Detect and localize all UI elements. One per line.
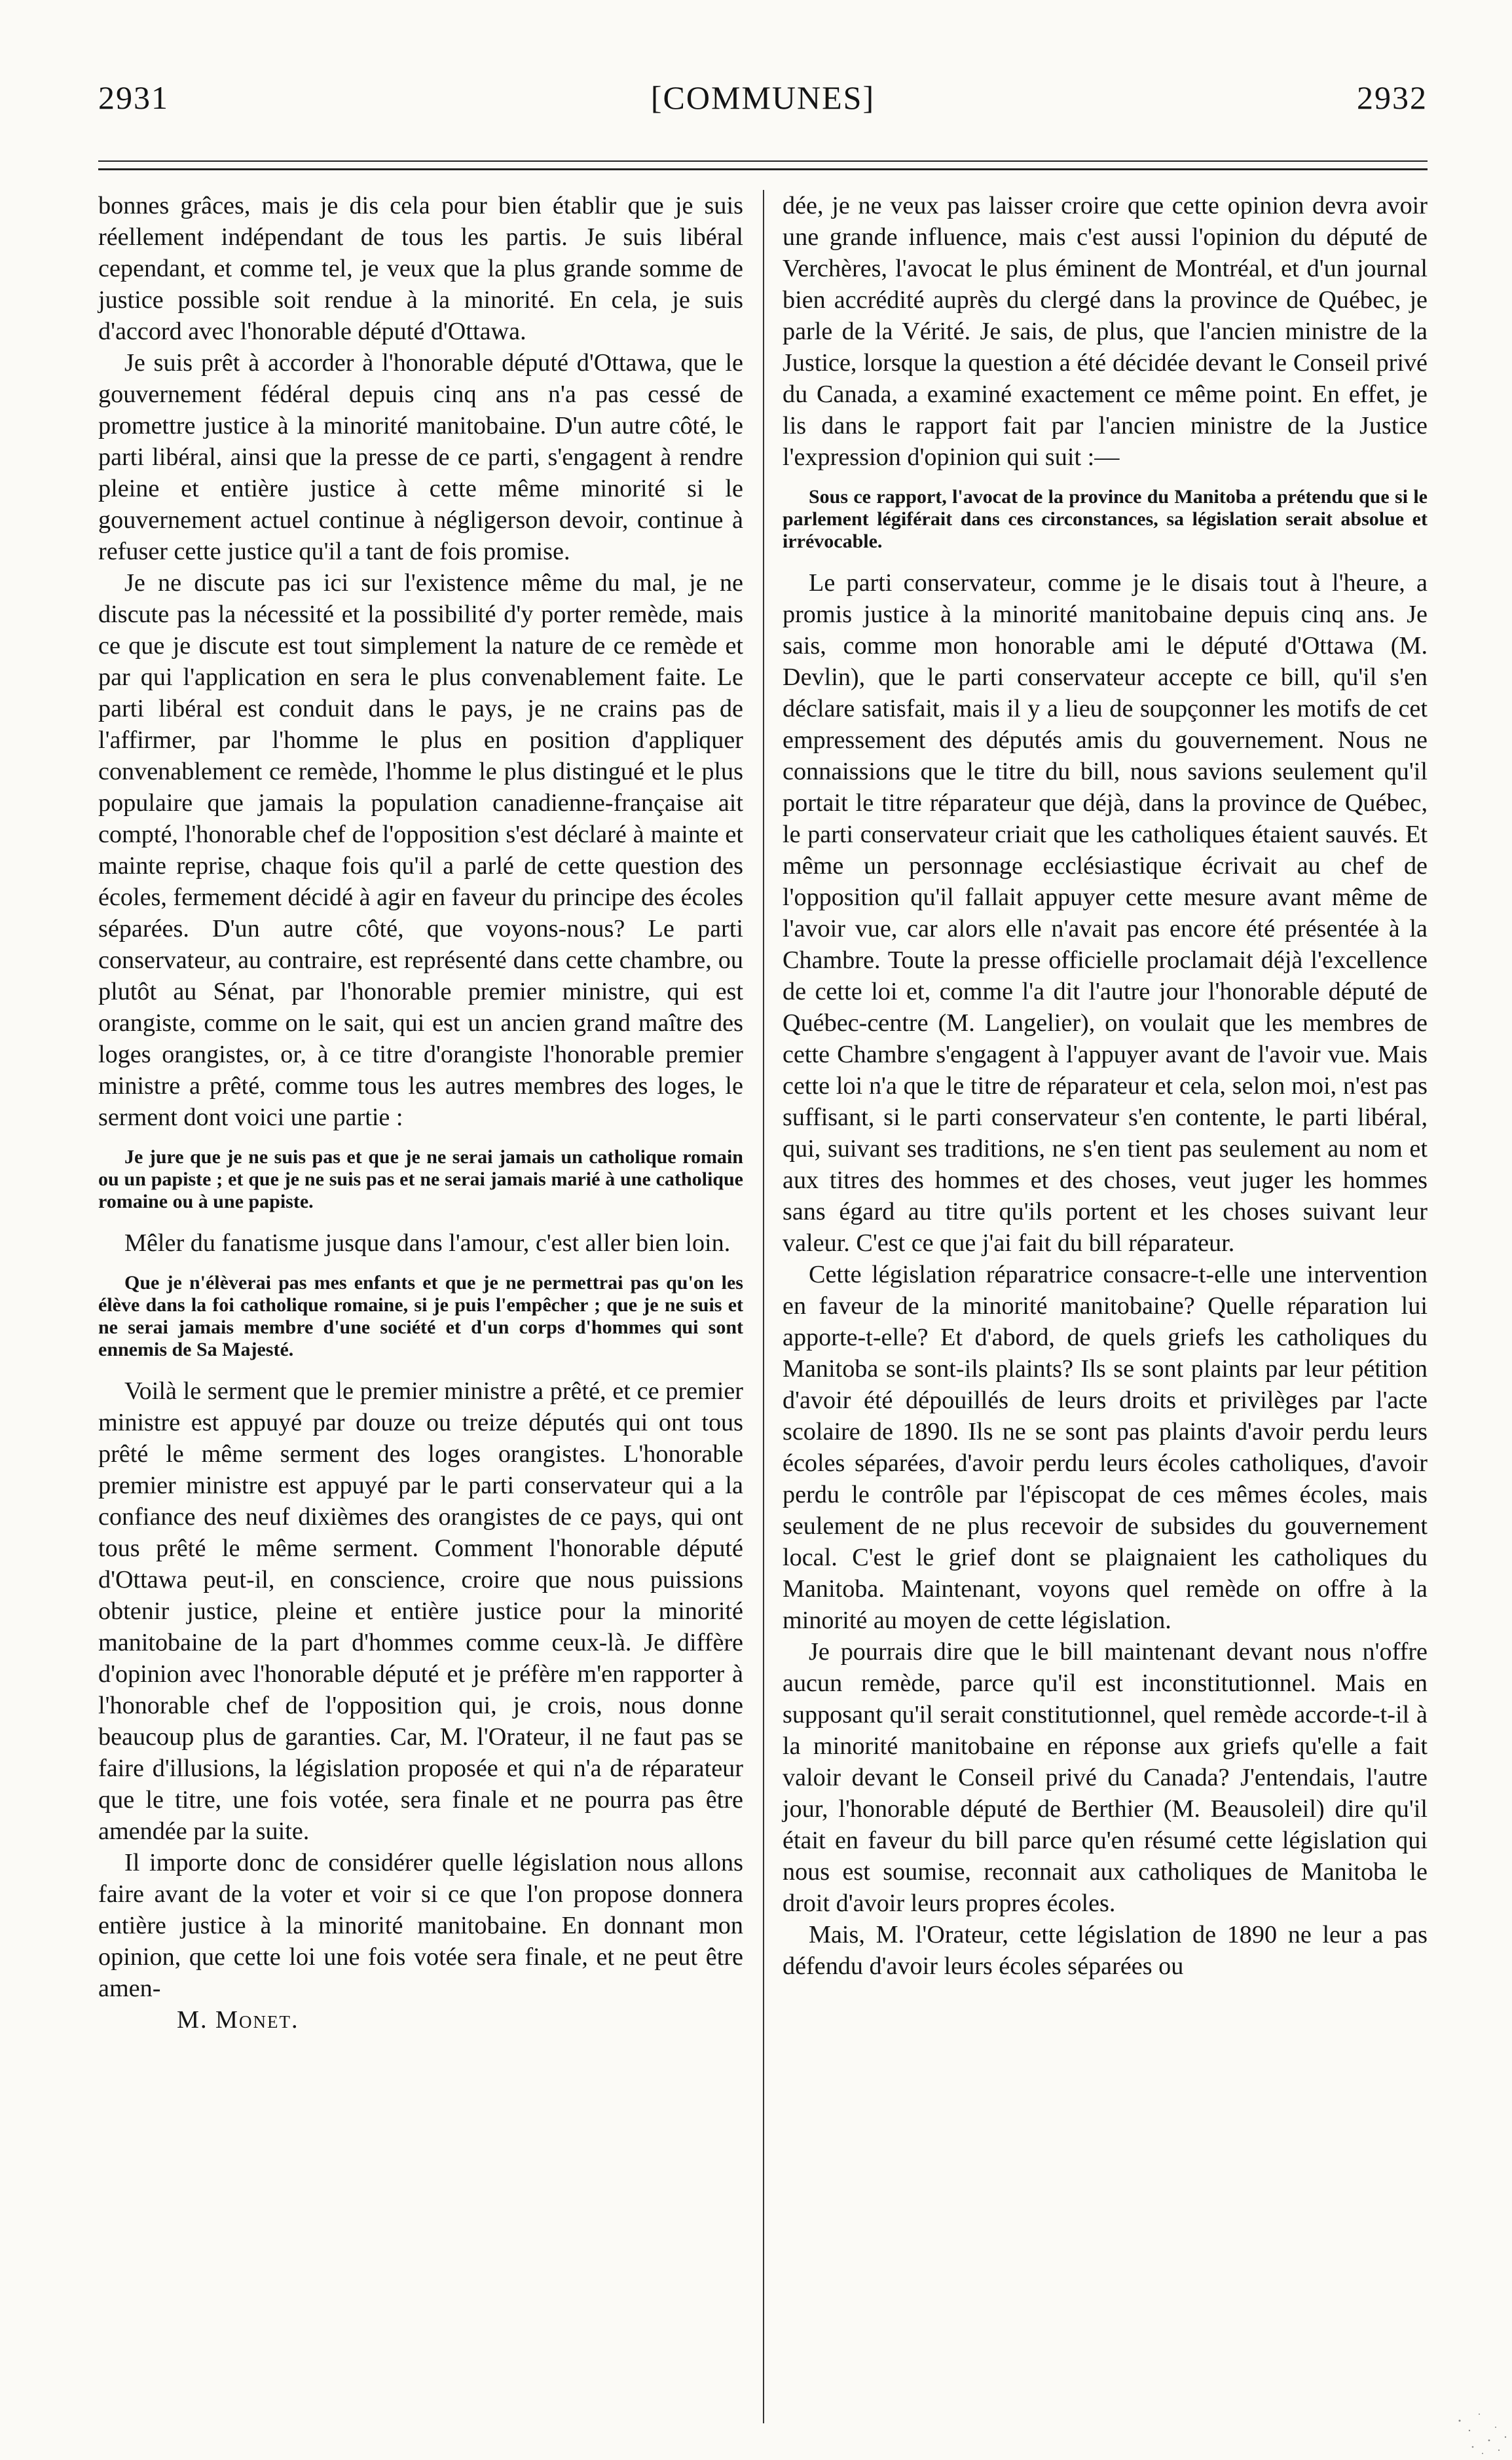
column-divider [763,190,764,2423]
speaker-signature: M. Monet. [177,2006,299,2034]
paragraph: Cette législation réparatrice consacre-t-elle une intervention en faveur de la minorité manitobaine? Quelle réparation lui apporte-t-elle? Et d'abord, de quels griefs les catholiques du Manitoba se sont-ils plaints? Ils se sont plaints par leur pétition d'avoir été dépouillés de leurs droits et privilèges par l'acte scolaire de 1890. Ils ne se sont pas plaints d'avoir perdu leurs écoles séparées, d'avoir perdu leurs écoles catholiques, d'avoir perdu le contrôle par l'épiscopat de ces mêmes écoles, mais seulement de ne plus recevoir de subsides du gouvernement local. C'est le grief dont se plaignaient les catholiques du Manitoba. Maintenant, voyons quel remède on offre à la minorité au moyen de cette législation. [783,1261,1428,1634]
paragraph: Il importe donc de considérer quelle législation nous allons faire avant de la voter et voir si ce que l'on propose donnera entière justice à la minorité manitobaine. En donnant mon opinion, que cette loi une fois votée sera finale, et ne peut être amen- [98,1849,743,2002]
paragraph: Mais, M. l'Orateur, cette législation de 1890 ne leur a pas défendu d'avoir leurs écoles séparées ou [783,1921,1428,1980]
paragraph: dée, je ne veux pas laisser croire que cette opinion devra avoir une grande influence, mais c'est aussi l'opinion du député de Verchères, l'avocat le plus éminent de Montréal, et d'un journal bien accrédité auprès du clergé dans la province de Québec, je parle de la Vérité. Je sais, de plus, que l'ancien ministre de la Justice, lorsque la question a été décidée devant le Conseil privé du Canada, a examiné exactement ce même point. En effet, je lis dans le rapport fait par l'ancien ministre de la Justice l'expression d'opinion qui suit :— [783,192,1428,471]
block-quote: Que je n'élèverai pas mes enfants et que je ne permettrai pas qu'on les élève dans la foi catholique romaine, si je puis l'empêcher ; que je ne suis et ne serai jamais membre d'une société et d'un corps d'hommes qui sont ennemis de Sa Majesté. [98,1272,743,1360]
paragraph: bonnes grâces, mais je dis cela pour bien établir que je suis réellement indépendant de tous les partis. Je suis libéral cependant, et comme tel, je veux que la plus grande somme de justice possible soit rendue à la minorité. En cela, je suis d'accord avec l'honorable député d'Ottawa. [98,192,743,345]
right-column [783,190,1428,2430]
paragraph: Le parti conservateur, comme je le disais tout à l'heure, a promis justice à la minorité manitobaine depuis cinq ans. Je sais, comme mon honorable ami le député d'Ottawa (M. Devlin), que le parti conservateur accepte ce bill, qu'il s'en déclare satisfait, mais il y a lieu de soupçonner les motifs de cet empressement des députés amis du gouvernement. Nous ne connaissions que le titre du bill, nous savions seulement qu'il portait le titre réparateur que déjà, dans la province de Québec, le parti conservateur criait que les catholiques étaient sauvés. Et même un personnage ecclésiastique écrivait au chef de l'opposition qu'il fallait appuyer cette mesure avant même de l'avoir vue, car alors elle n'avait pas encore été présentée à la Chambre. Toute la presse officielle proclamait déjà l'excellence de cette loi et, comme l'a dit l'autre jour l'honorable député de Québec-centre (M. Langelier), on voulait que les membres de cette Chambre s'engagent à l'appuyer avant de l'avoir vue. Mais cette loi n'a que le titre de réparateur et cela, selon moi, n'est pas suffisant, si le parti conservateur s'en contente, le parti libéral, qui, suivant ses traditions, ne s'en tient pas seulement au nom et aux titres des hommes et des choses, veut juger les hommes sans égard au titre qu'ils portent et les choses suivant leur valeur. C'est ce que j'ai fait du bill réparateur. [783,569,1428,1257]
page-number-right: 2932 [1357,79,1428,116]
paragraph: Je pourrais dire que le bill maintenant devant nous n'offre aucun remède, parce qu'il est inconstitutionnel. Mais en supposant qu'il serait constitutionnel, quel remède accorde-t-il à la minorité manitobaine en réponse aux griefs qu'elle a fait valoir devant le Conseil privé du Canada? J'entendais, l'autre jour, l'honorable député de Berthier (M. Beausoleil) dire qu'il était en faveur du bill parce qu'en résumé cette législation qui nous est soumise, reconnait aux catholiques de Manitoba le droit d'avoir leurs propres écoles. [783,1638,1428,1917]
running-header [98,79,1428,124]
page-number-left: 2931 [98,79,169,116]
block-quote: Sous ce rapport, l'avocat de la province du Manitoba a prétendu que si le parlement légiférait dans ces circonstances, sa législation serait absolue et irrévocable. [783,486,1428,552]
paragraph: Je ne discute pas ici sur l'existence même du mal, je ne discute pas la nécessité et la possibilité d'y porter remède, mais ce que je discute est tout simplement la nature de ce remède et par qui l'application en sera le plus convenablement faite. Le parti libéral est conduit dans le pays, je ne crains pas de l'affirmer, par l'homme le plus en position d'appliquer convenablement ce remède, l'homme le plus distingué et le plus populaire que jamais la population canadienne-française ait compté, l'honorable chef de l'opposition s'est déclaré à mainte et mainte reprise, chaque fois qu'il a parlé de cette question des écoles, fermement décidé à agir en faveur du principe des écoles séparées. D'un autre côté, que voyons-nous? Le parti conservateur, au contraire, est représenté dans cette chambre, ou plutôt au Sénat, par l'honorable premier ministre, qui est orangiste, comme on le sait, qui est un ancien grand maître des loges orangistes, or, à ce titre d'orangiste l'honorable premier ministre a prêté, comme tous les autres membres des loges, le serment dont voici une partie : [98,569,743,1131]
page [98,79,1428,2034]
print-specks-decoration [1433,2381,1512,2460]
paragraph: Voilà le serment que le premier ministre a prêté, et ce premier ministre est appuyé par douze ou treize députés qui ont tous prêté le même serment des loges orangistes. L'honorable premier ministre est appuyé par le parti conservateur qui a la confiance des neuf dixièmes des orangistes de ce pays, qui ont tous prêté le même serment. Comment l'honorable député d'Ottawa peut-il, en conscience, croire que nous puissions obtenir justice, pleine et entière justice pour la minorité manitobaine de la part d'hommes comme ceux-là. Je diffère d'opinion avec l'honorable député et je préfère m'en rapporter à l'honorable chef de l'opposition qui, je crois, nous donne beaucoup plus de garanties. Car, M. l'Orateur, il ne faut pas se faire d'illusions, la législation proposée et qui n'a de réparateur que le titre, une fois votée, sera finale et ne pourra pas être amendée par la suite. [98,1377,743,1845]
text-columns [98,190,1428,2430]
header-rule-thick [98,168,1428,170]
header-title: [COMMUNES] [650,79,876,116]
left-column [98,190,743,2430]
paragraph: Mêler du fanatisme jusque dans l'amour, c'est aller bien loin. [124,1229,731,1257]
block-quote: Je jure que je ne suis pas et que je ne serai jamais un catholique romain ou un papiste ; et que je ne suis pas et ne serai jamais marié à une catholique romaine ou à une papiste. [98,1146,743,1212]
paragraph: Je suis prêt à accorder à l'honorable député d'Ottawa, que le gouvernement fédéral depuis cinq ans n'a pas cessé de promettre justice à la minorité manitobaine. D'un autre côté, le parti libéral, ainsi que la presse de ce parti, s'engagent à rendre pleine et entière justice à cette même minorité si le gouvernement actuel continue à négligerson devoir, continue à refuser cette justice qu'il a tant de fois promise. [98,349,743,565]
header-rule-thin [98,160,1428,162]
